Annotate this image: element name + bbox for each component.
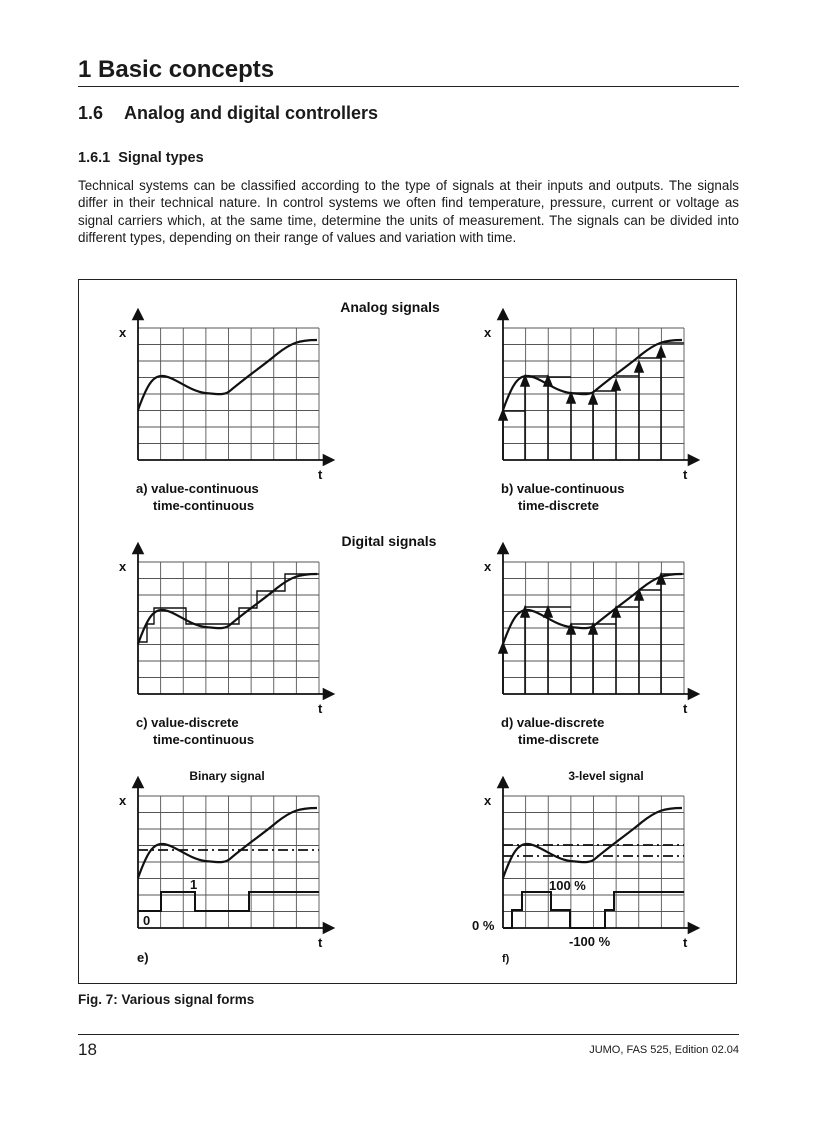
panel-d-value-discrete-time-discrete <box>484 548 694 747</box>
subsection-heading <box>78 150 204 166</box>
panel-f-label: f) <box>502 953 510 965</box>
chapter-title: 1 Basic concepts <box>78 56 275 83</box>
panel-e-level-zero: 0 <box>143 913 151 928</box>
signal-forms-figure <box>78 279 737 984</box>
panel-b-x-label: x <box>484 325 492 340</box>
panel-b-label-line2: time-discrete <box>518 498 599 513</box>
subsection-title: Signal types <box>118 150 204 166</box>
page-number: 18 <box>78 1040 97 1059</box>
panel-e-binary-signal <box>119 782 329 965</box>
panel-c-value-discrete-time-continuous <box>119 548 329 747</box>
panel-c-curve <box>138 574 317 644</box>
digital-signals-heading: Digital signals <box>341 533 437 549</box>
panel-c-x-label: x <box>119 559 127 574</box>
subsection-number: 1.6.1 <box>78 150 111 166</box>
section-number: 1.6 <box>78 103 104 123</box>
panel-a-x-label: x <box>119 325 127 340</box>
panel-f-three-level-signal <box>472 782 694 965</box>
panel-e-label: e) <box>137 950 149 965</box>
body-paragraph: Technical systems can be classified according to the type of signals at their inputs and outputs. The signals differ in their technical nature. In control systems we often find temperature, pressure, current or voltage as signal carriers which, at the same time, determine the units of measurement. The signals can be divided into different types, depending on their range of values and variation with time. <box>78 178 739 246</box>
panel-a-label-line1: a) value-continuous <box>136 481 259 496</box>
panel-d-label-line2: time-discrete <box>518 732 599 747</box>
panel-d-label-line1: d) value-discrete <box>501 715 605 730</box>
panel-a-curve <box>138 340 317 410</box>
panel-f-level-minus-100: -100 % <box>569 934 611 949</box>
panel-e-t-label: t <box>318 935 323 950</box>
panel-a-value-continuous-time-continuous <box>119 314 329 513</box>
figure-canvas <box>79 280 738 985</box>
footer-reference: JUMO, FAS 525, Edition 02.04 <box>589 1044 739 1056</box>
panel-b-samples <box>499 347 665 460</box>
footer-rule <box>78 1034 739 1035</box>
panel-a-t-label: t <box>318 467 323 482</box>
section-heading <box>78 103 378 124</box>
header-rule <box>78 86 739 87</box>
panel-e-x-label: x <box>119 793 127 808</box>
panel-d-samples <box>499 574 665 694</box>
panel-e-level-one: 1 <box>190 877 198 892</box>
panel-f-t-label: t <box>683 935 688 950</box>
panel-c-label-line1: c) value-discrete <box>136 715 239 730</box>
analog-signals-heading: Analog signals <box>340 299 440 315</box>
panel-f-level-100: 100 % <box>549 878 586 893</box>
binary-signal-heading: Binary signal <box>189 769 265 783</box>
panel-d-t-label: t <box>683 701 688 716</box>
panel-c-label-line2: time-continuous <box>153 732 255 747</box>
panel-c-t-label: t <box>318 701 323 716</box>
panel-f-curve <box>503 808 682 878</box>
panel-b-label-line1: b) value-continuous <box>501 481 625 496</box>
panel-e-curve <box>138 808 317 878</box>
panel-b-t-label: t <box>683 467 688 482</box>
section-title: Analog and digital controllers <box>124 103 379 123</box>
figure-caption: Fig. 7: Various signal forms <box>78 992 255 1007</box>
panel-b-value-continuous-time-discrete <box>484 314 694 513</box>
panel-d-x-label: x <box>484 559 492 574</box>
three-level-signal-heading: 3-level signal <box>568 769 644 783</box>
panel-f-x-label: x <box>484 793 492 808</box>
panel-a-label-line2: time-continuous <box>153 498 255 513</box>
panel-f-level-0: 0 % <box>472 918 495 933</box>
